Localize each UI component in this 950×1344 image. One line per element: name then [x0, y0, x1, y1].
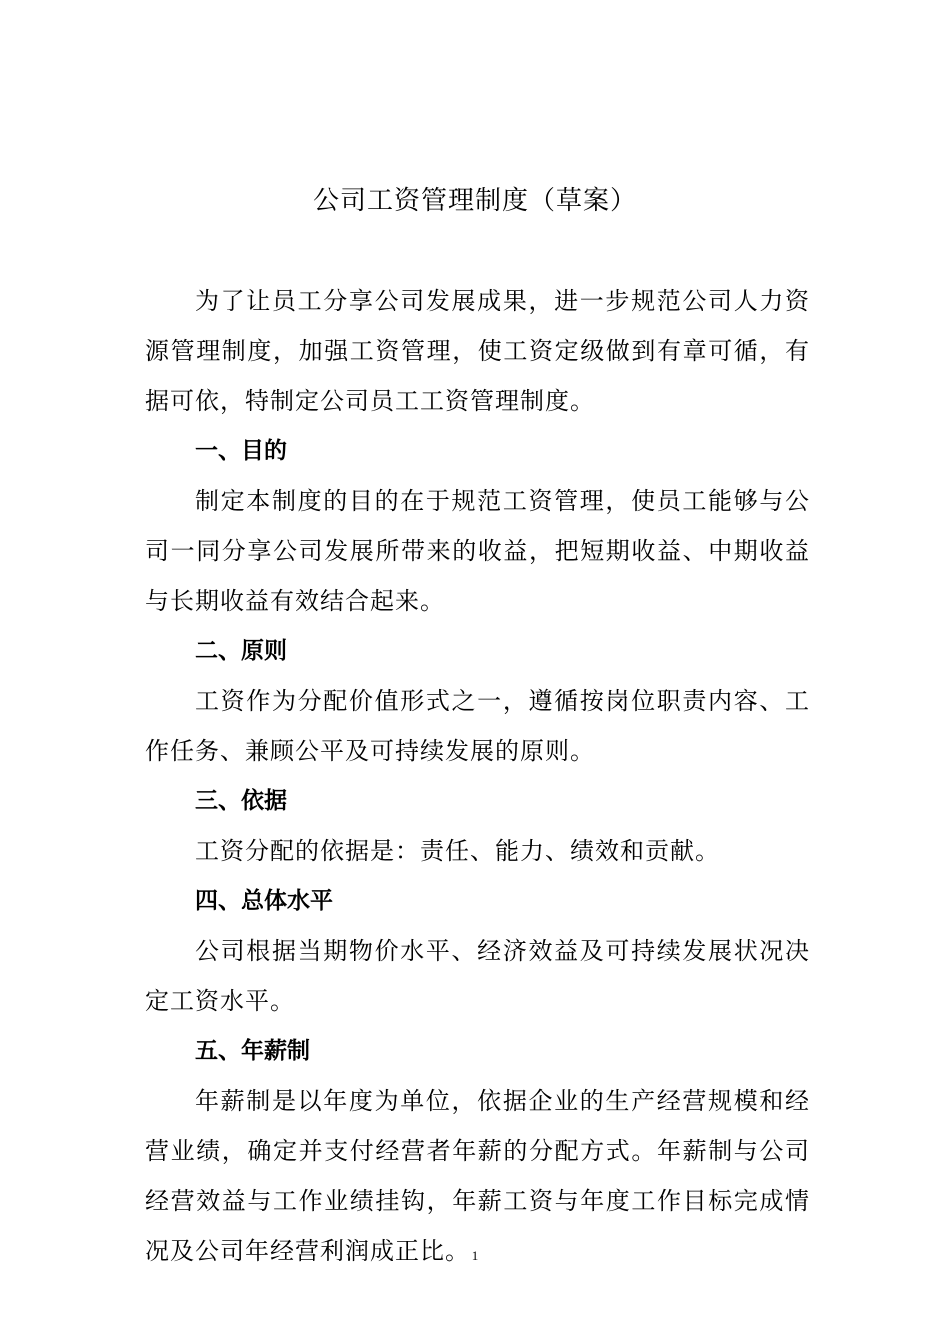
section-body-basis: 工资分配的依据是：责任、能力、绩效和贡献。 — [195, 837, 720, 865]
section-body-purpose: 制定本制度的目的在于规范工资管理，使员工能够与公司一同分享公司发展所带来的收益，把短期收益、中期收益与长期收益有效结合起来。 — [145, 487, 810, 615]
document-body — [145, 276, 810, 1276]
intro-paragraph: 为了让员工分享公司发展成果，进一步规范公司人力资源管理制度，加强工资管理，使工资定级做到有章可循，有据可依，特制定公司员工工资管理制度。 — [145, 287, 810, 415]
section-body-annual-salary: 年薪制是以年度为单位，依据企业的生产经营规模和经营业绩，确定并支付经营者年薪的分配方式。年薪制与公司经营效益与工作业绩挂钩，年薪工资与年度工作目标完成情况及公司年经营利润成正比。 — [145, 1087, 810, 1265]
document-title: 公司工资管理制度（草案） — [312, 186, 637, 216]
section-heading-purpose: 一、目的 — [195, 438, 287, 464]
section-heading-principle: 二、原则 — [195, 638, 287, 664]
section-heading-overall-level: 四、总体水平 — [195, 888, 333, 914]
section-heading-basis: 三、依据 — [195, 788, 287, 814]
section-body-principle: 工资作为分配价值形式之一，遵循按岗位职责内容、工作任务、兼顾公平及可持续发展的原则。 — [145, 687, 810, 765]
section-body-overall-level: 公司根据当期物价水平、经济效益及可持续发展状况决定工资水平。 — [145, 937, 810, 1015]
page-number: 1 — [471, 1248, 479, 1263]
section-heading-annual-salary: 五、年薪制 — [195, 1038, 310, 1064]
